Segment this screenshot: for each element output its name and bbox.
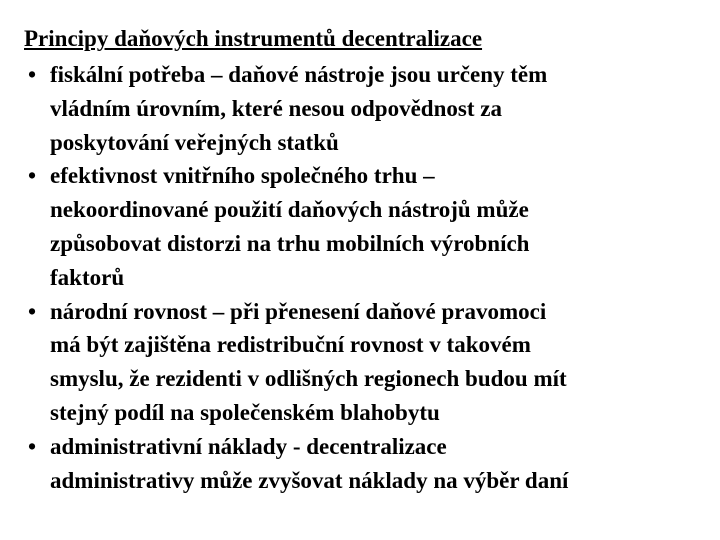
bullet-line: administrativy může zvyšovat náklady na výběr daní bbox=[50, 467, 569, 493]
slide-title: Principy daňových instrumentů decentralizace bbox=[24, 26, 483, 51]
bullet-line: fiskální potřeba – daňové nástroje jsou určeny těm bbox=[50, 62, 548, 87]
bullet-item-market-efficiency bbox=[24, 159, 704, 294]
bullet-line: národní rovnost – při přenesení daňové pravomoci bbox=[50, 298, 547, 324]
bullet-item-national-equity bbox=[24, 295, 704, 430]
bullet-line: faktorů bbox=[50, 264, 125, 290]
bullet-list bbox=[24, 58, 704, 497]
bullet-icon: • bbox=[28, 298, 37, 324]
bullet-icon: • bbox=[28, 62, 37, 87]
bullet-line: poskytování veřejných statků bbox=[50, 129, 339, 155]
bullet-icon: • bbox=[28, 433, 37, 459]
bullet-line: způsobovat distorzi na trhu mobilních výrobních bbox=[50, 230, 530, 256]
bullet-line: efektivnost vnitřního společného trhu – bbox=[50, 163, 435, 189]
bullet-item-fiscal-need bbox=[24, 58, 704, 159]
bullet-line: smyslu, že rezidenti v odlišných regionech budou mít bbox=[50, 366, 567, 392]
bullet-line: nekoordinované použití daňových nástrojů může bbox=[50, 197, 529, 223]
bullet-line: vládním úrovním, které nesou odpovědnost za bbox=[50, 95, 502, 121]
bullet-icon: • bbox=[28, 163, 37, 189]
bullet-line: administrativní náklady - decentralizace bbox=[50, 433, 447, 459]
bullet-line: stejný podíl na společenském blahobytu bbox=[50, 399, 440, 425]
bullet-line: má být zajištěna redistribuční rovnost v takovém bbox=[50, 332, 531, 358]
bullet-item-administrative-costs bbox=[24, 430, 704, 498]
